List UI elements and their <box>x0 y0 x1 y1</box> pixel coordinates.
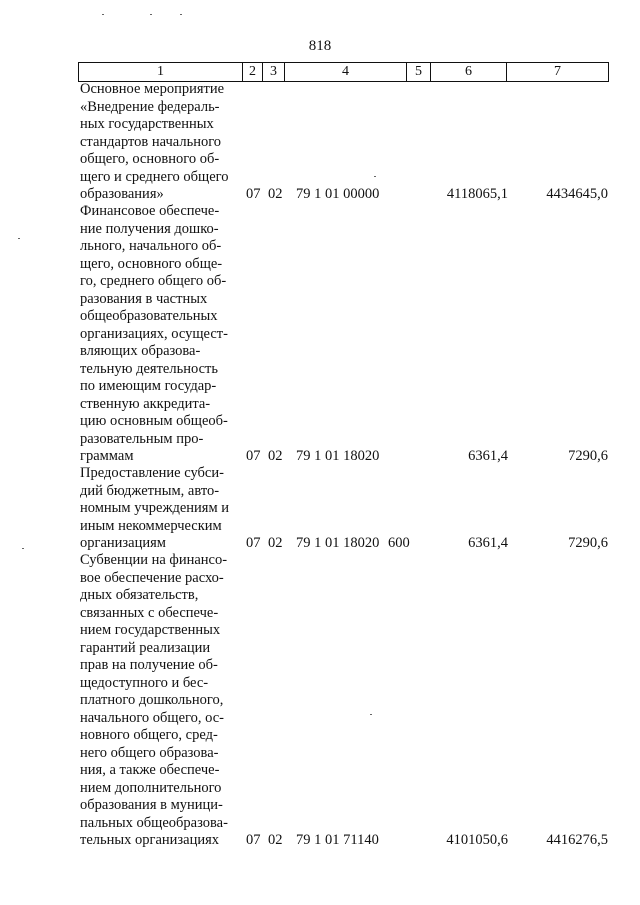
desc-line: дий бюджетным, авто- <box>80 482 220 499</box>
desc-line: щего, основного обще- <box>80 255 223 272</box>
header-col-6: 6 <box>431 63 507 82</box>
desc-line: организациям <box>80 535 166 551</box>
desc-line: граммам <box>80 448 134 464</box>
scan-speck <box>180 14 182 15</box>
header-col-3: 3 <box>263 63 285 82</box>
desc-line: щего и среднего общего <box>80 168 229 185</box>
row-description <box>80 203 238 466</box>
header-row <box>79 63 609 82</box>
target-article-code: 79 1 01 18020 <box>296 448 380 464</box>
scan-speck <box>18 238 20 239</box>
desc-line: образования в муници- <box>80 797 223 813</box>
target-article-code: 79 1 01 71140 <box>296 832 379 848</box>
row-description <box>80 552 238 850</box>
desc-line: дных обязательств, <box>80 587 199 603</box>
amount-col-7: 7290,6 <box>568 448 608 464</box>
amount-col-6: 6361,4 <box>468 448 508 464</box>
desc-line: Основное мероприятие <box>80 81 225 97</box>
desc-line: связанных с обеспече- <box>80 604 219 621</box>
desc-line: образования» <box>80 186 164 202</box>
section-code: 07 <box>246 535 261 551</box>
header-col-2: 2 <box>243 63 263 82</box>
header-col-7: 7 <box>507 63 609 82</box>
desc-line: новного общего, сред- <box>80 727 218 743</box>
header-col-1: 1 <box>79 63 243 82</box>
header-col-5: 5 <box>407 63 431 82</box>
amount-col-7: 4416276,5 <box>546 832 608 848</box>
desc-line: вляющих образова- <box>80 343 201 359</box>
scan-speck <box>150 14 152 15</box>
subsection-code: 02 <box>268 535 283 551</box>
row-description <box>80 465 238 553</box>
desc-line: «Внедрение федераль- <box>80 98 220 115</box>
amount-col-6: 4118065,1 <box>446 186 508 202</box>
desc-line: пальных общеобразова- <box>80 814 228 831</box>
subsection-code: 02 <box>268 186 283 202</box>
amount-col-6: 6361,4 <box>468 535 508 551</box>
target-article-code: 79 1 01 00000 <box>296 186 380 202</box>
scan-speck <box>102 14 104 15</box>
desc-line: Предоставление субси- <box>80 465 224 481</box>
section-code: 07 <box>246 448 261 464</box>
desc-line: нием дополнительного <box>80 779 222 796</box>
desc-line: по имеющим государ- <box>80 378 217 394</box>
amount-col-7: 4434645,0 <box>546 186 608 202</box>
amount-col-7: 7290,6 <box>568 535 608 551</box>
header-col-4: 4 <box>285 63 407 82</box>
desc-line: иным некоммерческим <box>80 517 222 534</box>
subsection-code: 02 <box>268 448 283 464</box>
desc-line: стандартов начального <box>80 133 222 150</box>
desc-line: цию основным общеоб- <box>80 413 228 429</box>
desc-line: ных государственных <box>80 116 214 132</box>
desc-line: разовательным про- <box>80 430 204 447</box>
section-code: 07 <box>246 832 261 848</box>
desc-line: тельную деятельность <box>80 360 218 377</box>
desc-line: Финансовое обеспече- <box>80 203 220 219</box>
desc-line: щедоступного и бес- <box>80 674 209 691</box>
desc-line: го, среднего общего об- <box>80 273 227 289</box>
expense-type-code: 600 <box>388 535 410 551</box>
scan-speck <box>22 548 24 549</box>
subsection-code: 02 <box>268 832 283 848</box>
desc-line: льного, начального об- <box>80 238 222 254</box>
desc-line: платного дошкольного, <box>80 692 224 708</box>
desc-line: Субвенции на финансо- <box>80 552 228 568</box>
desc-line: прав на получение об- <box>80 657 218 673</box>
desc-line: нием государственных <box>80 622 221 638</box>
section-code: 07 <box>246 186 261 202</box>
scan-speck <box>370 714 372 715</box>
desc-line: гарантий реализации <box>80 639 211 656</box>
desc-line: разования в частных <box>80 290 208 307</box>
amount-col-6: 4101050,6 <box>446 832 508 848</box>
desc-line: ственную аккредита- <box>80 395 211 412</box>
target-article-code: 79 1 01 18020 <box>296 535 380 551</box>
desc-line: ния, а также обеспече- <box>80 762 220 778</box>
desc-line: начального общего, ос- <box>80 709 224 726</box>
desc-line: вое обеспечение расхо- <box>80 569 224 586</box>
desc-line: тельных организациях <box>80 832 220 848</box>
desc-line: организациях, осущест- <box>80 325 228 342</box>
page-number: 818 <box>308 38 332 54</box>
desc-line: номным учреждениям и <box>80 500 230 516</box>
desc-line: него общего образова- <box>80 744 219 761</box>
column-header-table <box>78 62 609 82</box>
desc-line: ние получения дошко- <box>80 220 219 237</box>
row-description <box>80 81 238 204</box>
scan-speck <box>374 176 376 177</box>
desc-line: общего, основного об- <box>80 151 220 167</box>
desc-line: общеобразовательных <box>80 308 218 324</box>
